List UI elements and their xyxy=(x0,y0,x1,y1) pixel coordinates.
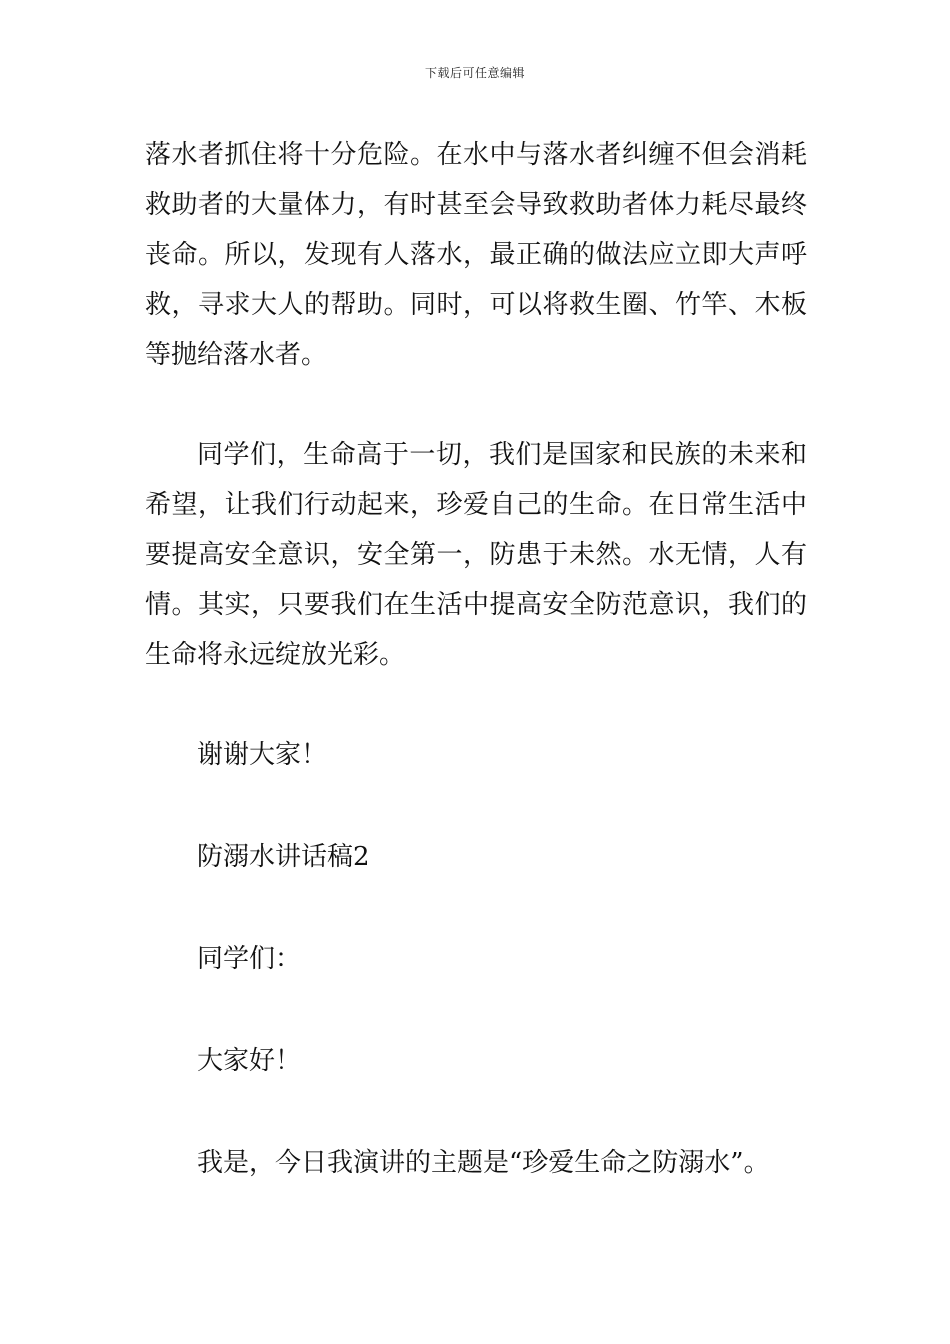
speech-intro: 我是，今日我演讲的主题是“珍爱生命之防溺水”。 xyxy=(197,1148,770,1178)
paragraph-cherish-life: 同学们，生命高于一切，我们是国家和民族的未来和希望，让我们行动起来，珍爱自己的生命。在日常生活中要提高安全意识，安全第一，防患于未然。水无情，人有情。其实，只要我们在生活中提高安全防范意识，我们的生命将永远绽放光彩。 xyxy=(145,440,807,670)
salutation: 同学们： xyxy=(197,944,302,974)
greeting: 大家好！ xyxy=(197,1046,302,1076)
closing-thanks: 谢谢大家！ xyxy=(197,740,328,770)
document-body xyxy=(145,130,807,1240)
speech-title-2: 防溺水讲话稿2 xyxy=(197,842,370,872)
page-header: 下载后可任意编辑 xyxy=(424,66,525,80)
paragraph-rescue-advice: 落水者抓住将十分危险。在水中与落水者纠缠不但会消耗救助者的大量体力，有时甚至会导致救助者体力耗尽最终丧命。所以，发现有人落水，最正确的做法应立即大声呼救，寻求大人的帮助。同时，可以将救生圈、竹竿、木板等抛给落水者。 xyxy=(145,140,807,370)
